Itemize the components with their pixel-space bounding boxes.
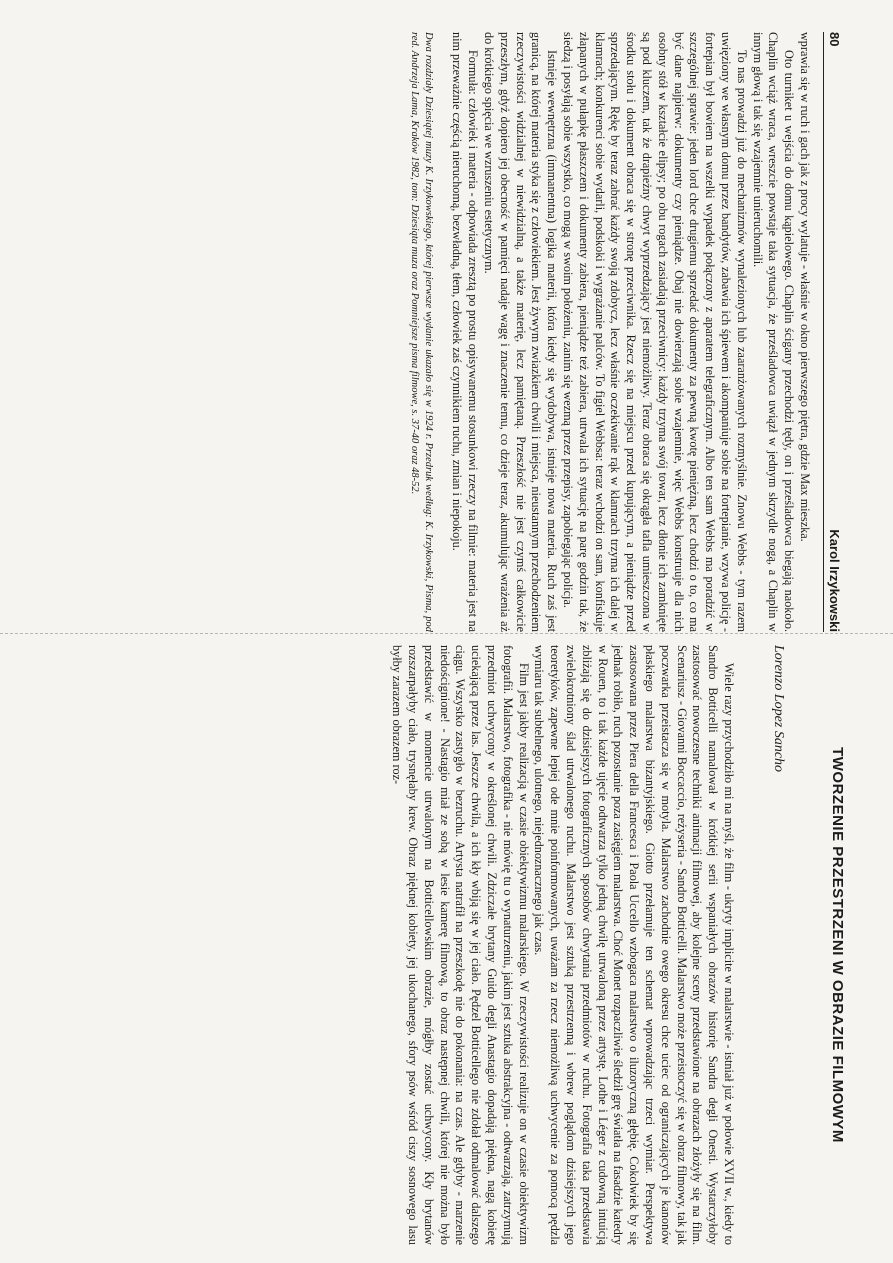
header-rule <box>823 32 824 632</box>
paragraph: Oto turniket u wejścia do domu kąpielowego. Chaplin ścigany przechodzi tędy, on i prześladowca biegają naokoło. Chaplin wciąż wraca, wreszcie powstaje taka sytuacja, że prześladowca uwiązł w jednym skrzydle nogą, a Chaplin w innym głową i tak się wzajemnie unieruchomili. <box>750 32 797 632</box>
article-title: TWORZENIE PRZESTRZENI W OBRAZIE FILMOWYM <box>829 747 846 1143</box>
page-80-body <box>0 32 812 632</box>
page-80 <box>0 32 842 632</box>
paragraph: Film jest jakby realizacją w czasie obiektywizmu malarskiego. W rzeczywistości realizuje on w czasie obiektywizm fotografii. Malarstwo, fotografika - nie mówię tu o wynaturzeniu, jakim jest sztuka abstrakcyjna - odtwarzają, zatrzymują przedmiot uchwycony w określonej chwili. Zdziczałe brytany Guido degli Anastagio dopadają piękna, nagą kobietę uciekającą przez las. Jeszcze chwila, a ich kły wbiją się w jej ciało. Pędzel Botticellego nie zdołał odmalować dalszego ciągu. Wszystko zastygło w bezruchu. Artysta natrafił na przeszkodę nie do pokonania: na czas. Ale gdyby - marzenie niedoścignione! - Nastagio miał ze sobą w lesie kamerę filmową, to obraz następnej chwili, której nie można było przedstawić w momencie utrwalonym na Botticellowskim obrazie, mógłby zostać uchwycony. Kły brytanów rozszarpałyby ciało, trysnęłaby krew. Obraz pięknej kobiety, jej ukochanego, sfory psów wśród ciszy sosnowego lasu byłby zarazem obrazem roz- <box>390 645 531 1245</box>
article-author: Lorenzo Lopez Sancho <box>771 645 786 773</box>
paragraph: wprawia się w ruch i gach jak z procy wylatuje - właśnie w okno pierwszego piętra, gdzie Max mieszka. <box>798 32 812 542</box>
paragraph: Formuła: człowiek i materia - odpowiada zresztą po prostu opisywanemu stosunkowi rzeczy na filmie: materia jest na nim przeważnie częścią nieruchomą, bezwładną, tłem, człowiek zaś czynnikiem ruchu, zmian i niepokoju. <box>450 32 481 632</box>
page-81-body <box>0 645 736 1245</box>
running-head-author: Karol Irzykowski <box>827 529 842 632</box>
page-fold-line <box>0 633 893 634</box>
page-number: 80 <box>827 32 842 47</box>
paragraph: Wiele razy przychodziło mi na myśl, że film - ukryty implicite w malarstwie - istniał już w połowie XVII w., kiedy to Sandro Botticelli namalował w krótkiej serii wspaniałych obrazów historię Sandra degli Onesti. Wystarczyłoby zastosować nowoczesne techniki animacji filmowej, aby kolejne sceny przedstawione na obrazach złożyły się na film. Scenariusz - Giovanni Boccaccio, reżyseria - Sandro Botticelli. Malarstwo może przeistoczyć się w obraz filmowy, tak jak poczwarka przeistacza się w motyla. Malarstwo zachodnie owego okresu chce uciec od ograniczających je kanonów płaskiego malarstwa bizantyjskiego. Giotto przełamuje ten schemat wprowadzając trzeci wymiar. Perspektywa zastosowana przez Piera della Francesca i Paola Uccello wzbogaca malarstwo o iluzoryczną głębię. Cokolwiek by się jednak robiło, ruch pozostanie poza zasięgiem malarstwa. Choć Monet rozpaczliwie śledził grę światła na fasadzie katedry w Rouen, to i tak każde ujęcie odtwarza tylko jedną chwilę utrwaloną przez artystę. Lothe i Léger z cudowną intuicją zbliżają się do dzisiejszych fotograficznych sposobów chwytania przedmiotów w ruchu. Fotografia taka przedstawia zwielokrotniony ślad utrwalonego ruchu. Malarstwo jest sztuką przestrzenną i wbrew poglądom dzisiejszych jego teoretyków, zapewne lepiej ode mnie poinformowanych, uważam za rzecz niemożliwą uchwycenie za pomocą pędzla wymiaru tak subtelnego, ulotnego, niejednoznacznego jak czas. <box>532 645 736 1245</box>
footnote: Dwa rozdziały Dziesiątej muzy K. Irzykowskiego, której pierwsze wydanie ukazało się w 1924 r. Przedruk według: K. Irzykowski, Pisma, pod red. Andrzeja Lama, Kraków 1982, tom: Dziesiąta muza oraz Pomniejsze pisma filmowe, s. 37-40 oraz 48-52. <box>409 32 434 632</box>
page-81 <box>0 645 846 1245</box>
paragraph: To nas prowadzi już do mechanizmów wynalezionych lub zaaranżowanych rozmyślnie. Znowu Webbs - tym razem uwięziony we własnym domu przez bandytów, zabawia ich śpiewem i akompaniuje sobie na fortepianie, wzywa policję - fortepian był bowiem na wszelki wypadek połączony z aparatem telegraficznym. Albo ten sam Webbs ma poradzić w szczególnej sprawie: jeden lord chce drugiemu sprzedać dokumenty za pewną kwotę pieniężną, lecz chodzi o to, co ma być dane najpierw: dokumenty czy pieniądze. Obaj nie dowierzają sobie wzajemnie, więc Webbs konstruuje dla nich osobny stół w kształcie elipsy; po obu rogach zasiadają przeciwnicy: każdy trzyma swój towar, lecz dłonie ich zamknięte są pod kluczem, tak że drapieżny chwyt wyprzedzający jest niemożliwy. Teraz obraca się okrągła tafla umieszczona w środku stołu i dokument obraca się w stronę przeciwnika. Rzecz się na miejscu przed kupującym, a pieniądze przed sprzedającym. Rękę by teraz zabrać każdy swoją zdobycz, lecz właśnie oczekiwanie rąk w klamrach trzyma ich dalej w klamrach; konkurenci sobie wydarli, podskoki i wygrażanie palców. To figiel Webbsa: teraz wchodzi on sam, konfiskuje złapanych w pułapkę płaszczem i dokumenty zabiera, pieniądze też zabiera, utrwala ich sytuację na parę godzin tak, że siedzą i posyłają sobie wszystko, co mogą w swoim położeniu, zanim się wezmą przez przepisy, zapobiegając policja. <box>561 32 749 632</box>
paragraph: Istnieje wewnętrzna (immanentna) logika materii, która kiedy się wydobywa, istnieje nowa materia. Ruch zaś jest granicą, na której materia styka się z człowiekiem. Jest żywym zwiazkiem chwili i miejsca, nieustannym przechodzeniem rzeczywistości widzialnej w niewidzialną, a także materię, lecz pamiętaną. Przeszłość nie jest czymś całkowicie przeszłym, gdyż dopiero jej obecność w pamięci nadaje wagę i znaczenie temu, co dzieje teraz, akumulując wrażenia aż do krótkiego spięcia we wzruszeniu estetycznym. <box>482 32 560 632</box>
running-head <box>824 32 842 632</box>
